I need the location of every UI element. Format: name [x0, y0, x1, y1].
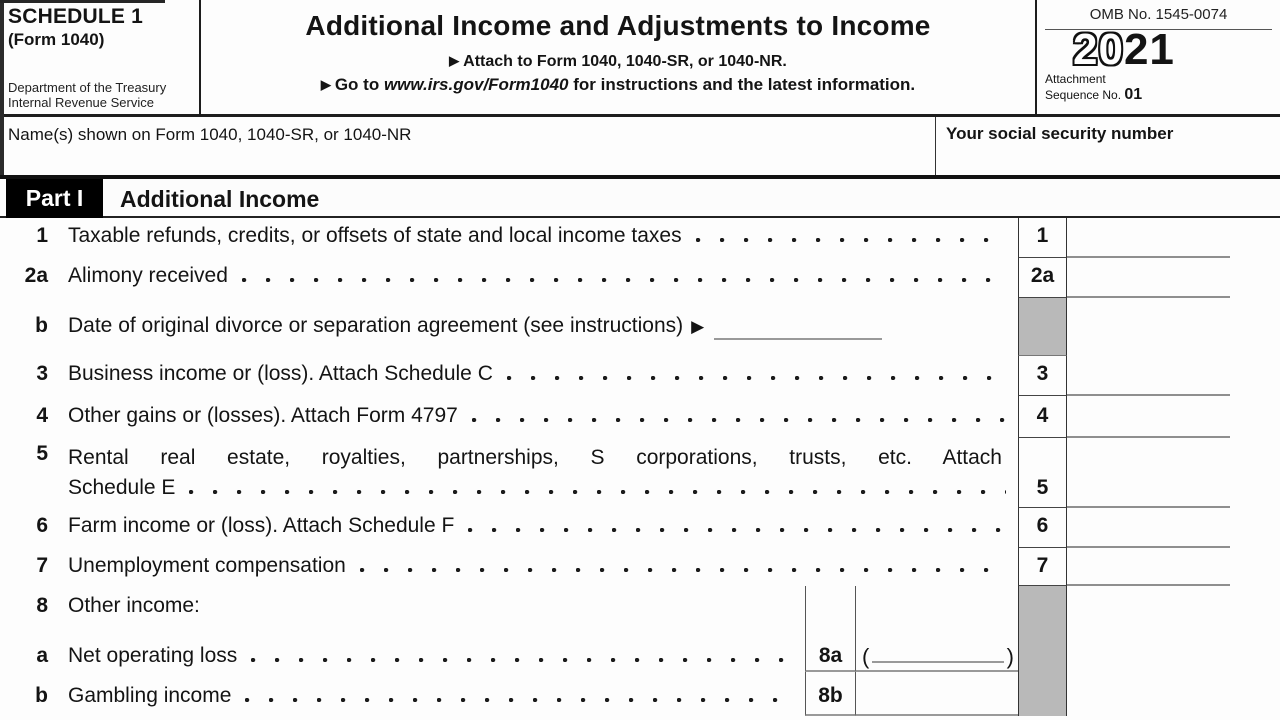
row-8b-amount-blank [1067, 672, 1230, 716]
dot-leader [251, 658, 793, 662]
form-title-block [201, 0, 1035, 114]
row-2b-line-number: b [35, 314, 48, 337]
form-row-5 [0, 438, 1280, 508]
row-2b-arrow-icon: ▶ [691, 317, 705, 336]
row-7-amount-field[interactable] [1067, 548, 1230, 586]
row-2b-label: Date of original divorce or separation agreement (see instructions) [68, 314, 684, 337]
form-row-8b [0, 672, 1280, 716]
row-4-label-wrap [48, 396, 1018, 438]
row-4-line-number: 4 [36, 404, 48, 427]
dot-leader [189, 490, 1006, 494]
row-8b-box-shaded [1018, 672, 1067, 716]
row-2b-date-field[interactable] [714, 336, 882, 340]
row-7-line-number: 7 [36, 554, 48, 577]
row-7-box: 7 [1018, 548, 1067, 586]
scan-edge-artifact [0, 0, 165, 3]
part1-header [0, 175, 1280, 218]
dot-leader [696, 238, 1006, 242]
year-outline-digits: 20 [1073, 25, 1124, 74]
attach-note: ▶ Attach to Form 1040, 1040-SR, or 1040-NR. [449, 53, 787, 70]
row-8a-paren-open: ( [862, 644, 870, 669]
row-7-label-wrap [48, 548, 1018, 586]
row-8a-line-number: a [36, 644, 48, 667]
row-6-amount-field[interactable] [1067, 508, 1230, 548]
row-8-label-wrap [48, 586, 805, 628]
name-label: Name(s) shown on Form 1040, 1040-SR, or 1040-NR [8, 125, 412, 144]
row-8-label: Other income: [68, 594, 200, 617]
part1-title: Additional Income [120, 186, 320, 212]
ssn-field[interactable] [935, 117, 1280, 175]
form-row-1 [0, 218, 1280, 258]
row-8-box-shaded [1018, 586, 1067, 628]
row-4-box: 4 [1018, 396, 1067, 438]
row-8a-amount-blank [1067, 628, 1230, 672]
row-5-box: 5 [1018, 438, 1067, 508]
row-2a-box: 2a [1018, 258, 1067, 298]
form-row-7 [0, 548, 1280, 586]
dot-leader [245, 698, 793, 702]
row-5-label-line2: Schedule E [68, 476, 176, 499]
scan-edge-artifact [0, 0, 4, 178]
row-4-amount-field[interactable] [1067, 396, 1230, 438]
row-2a-label-wrap [48, 258, 1018, 298]
agency-lines [8, 80, 193, 110]
row-5-label-line1: Rental real estate, royalties, partnerships, S corporations, trusts, etc. Attach [68, 446, 1002, 469]
row-1-amount-field[interactable] [1067, 218, 1230, 258]
row-6-label-wrap [48, 508, 1018, 548]
form-row-8 [0, 586, 1280, 628]
tax-year [1045, 25, 1272, 74]
form-row-8a [0, 628, 1280, 672]
name-field[interactable] [0, 117, 935, 175]
row-2b-label-wrap [48, 298, 1018, 356]
row-8a-amount-line[interactable] [872, 653, 1003, 663]
row-4-label: Other gains or (losses). Attach Form 4797 [68, 404, 458, 427]
row-3-label: Business income or (loss). Attach Schedule C [68, 362, 493, 385]
row-1-box: 1 [1018, 218, 1067, 258]
row-8a-paren-close: ) [1006, 644, 1014, 669]
row-5-amount-field[interactable] [1067, 438, 1230, 508]
form-row-3 [0, 356, 1280, 396]
dot-leader [507, 376, 1006, 380]
row-2b-amount-blank [1067, 298, 1230, 356]
form-row-6 [0, 508, 1280, 548]
row-8-line-number: 8 [36, 594, 48, 617]
row-2a-label: Alimony received [68, 264, 228, 287]
row-3-amount-field[interactable] [1067, 356, 1230, 396]
row-7-label: Unemployment compensation [68, 554, 346, 577]
row-8b-label: Gambling income [68, 684, 232, 707]
year-solid-digits: 21 [1123, 25, 1175, 74]
schedule-label: SCHEDULE 1 [8, 5, 144, 28]
omb-year-block [1035, 0, 1280, 114]
sequence-number: Sequence No. 01 [1045, 86, 1143, 103]
row-3-line-number: 3 [36, 362, 48, 385]
row-8b-amount-field[interactable] [855, 672, 1018, 716]
row-1-label-wrap [48, 218, 1018, 258]
attachment-label: Attachment [1045, 72, 1106, 86]
row-8b-label-wrap [48, 672, 805, 716]
row-2a-line-number: 2a [24, 264, 48, 287]
row-6-box: 6 [1018, 508, 1067, 548]
taxpayer-row [0, 117, 1280, 175]
form-header [0, 0, 1280, 117]
form-title: Additional Income and Adjustments to Income [305, 10, 931, 41]
form-row-4 [0, 396, 1280, 438]
agency-line2: Internal Revenue Service [8, 95, 154, 110]
row-8a-label: Net operating loss [68, 644, 238, 667]
form-row-2a [0, 258, 1280, 298]
row-1-line-number: 1 [36, 224, 48, 247]
form-id-block [0, 0, 201, 114]
row-8-subamount-blank [855, 586, 1018, 628]
row-8a-label-wrap [48, 628, 805, 672]
form-label: (Form 1040) [8, 30, 105, 49]
row-5-label-wrap [48, 438, 1018, 508]
row-2b-box-shaded [1018, 298, 1067, 356]
row-1-label: Taxable refunds, credits, or offsets of state and local income taxes [68, 224, 682, 247]
omb-number: OMB No. 1545-0074 [1045, 6, 1272, 30]
row-6-line-number: 6 [36, 514, 48, 537]
dot-leader [472, 418, 1006, 422]
dot-leader [468, 528, 1006, 532]
ssn-label: Your social security number [946, 124, 1174, 143]
row-2a-amount-field[interactable] [1067, 258, 1230, 298]
row-8b-box: 8b [805, 672, 855, 716]
irs-url: www.irs.gov/Form1040 [383, 75, 569, 94]
dot-leader [360, 568, 1006, 572]
additional-income-table [0, 218, 1280, 716]
goto-arrow-icon: ▶ [320, 77, 331, 92]
form-row-2b [0, 298, 1280, 356]
dot-leader [242, 278, 1006, 282]
part1-badge: Part I [6, 179, 103, 218]
row-6-label: Farm income or (loss). Attach Schedule F [68, 514, 455, 537]
goto-note: ▶ Go to www.irs.gov/Form1040 for instructions and the latest information. [320, 75, 916, 94]
row-8b-line-number: b [35, 684, 48, 707]
row-8-subbox-blank [805, 586, 855, 628]
agency-line1: Department of the Treasury [8, 80, 167, 95]
row-5-line-number: 5 [36, 442, 48, 465]
row-8a-box: 8a [805, 628, 855, 672]
row-3-box: 3 [1018, 356, 1067, 396]
row-3-label-wrap [48, 356, 1018, 396]
row-8a-amount-field[interactable] [855, 628, 1018, 672]
row-8a-box-shaded [1018, 628, 1067, 672]
attach-arrow-icon: ▶ [449, 53, 460, 68]
row-8-amount-blank [1067, 586, 1230, 628]
